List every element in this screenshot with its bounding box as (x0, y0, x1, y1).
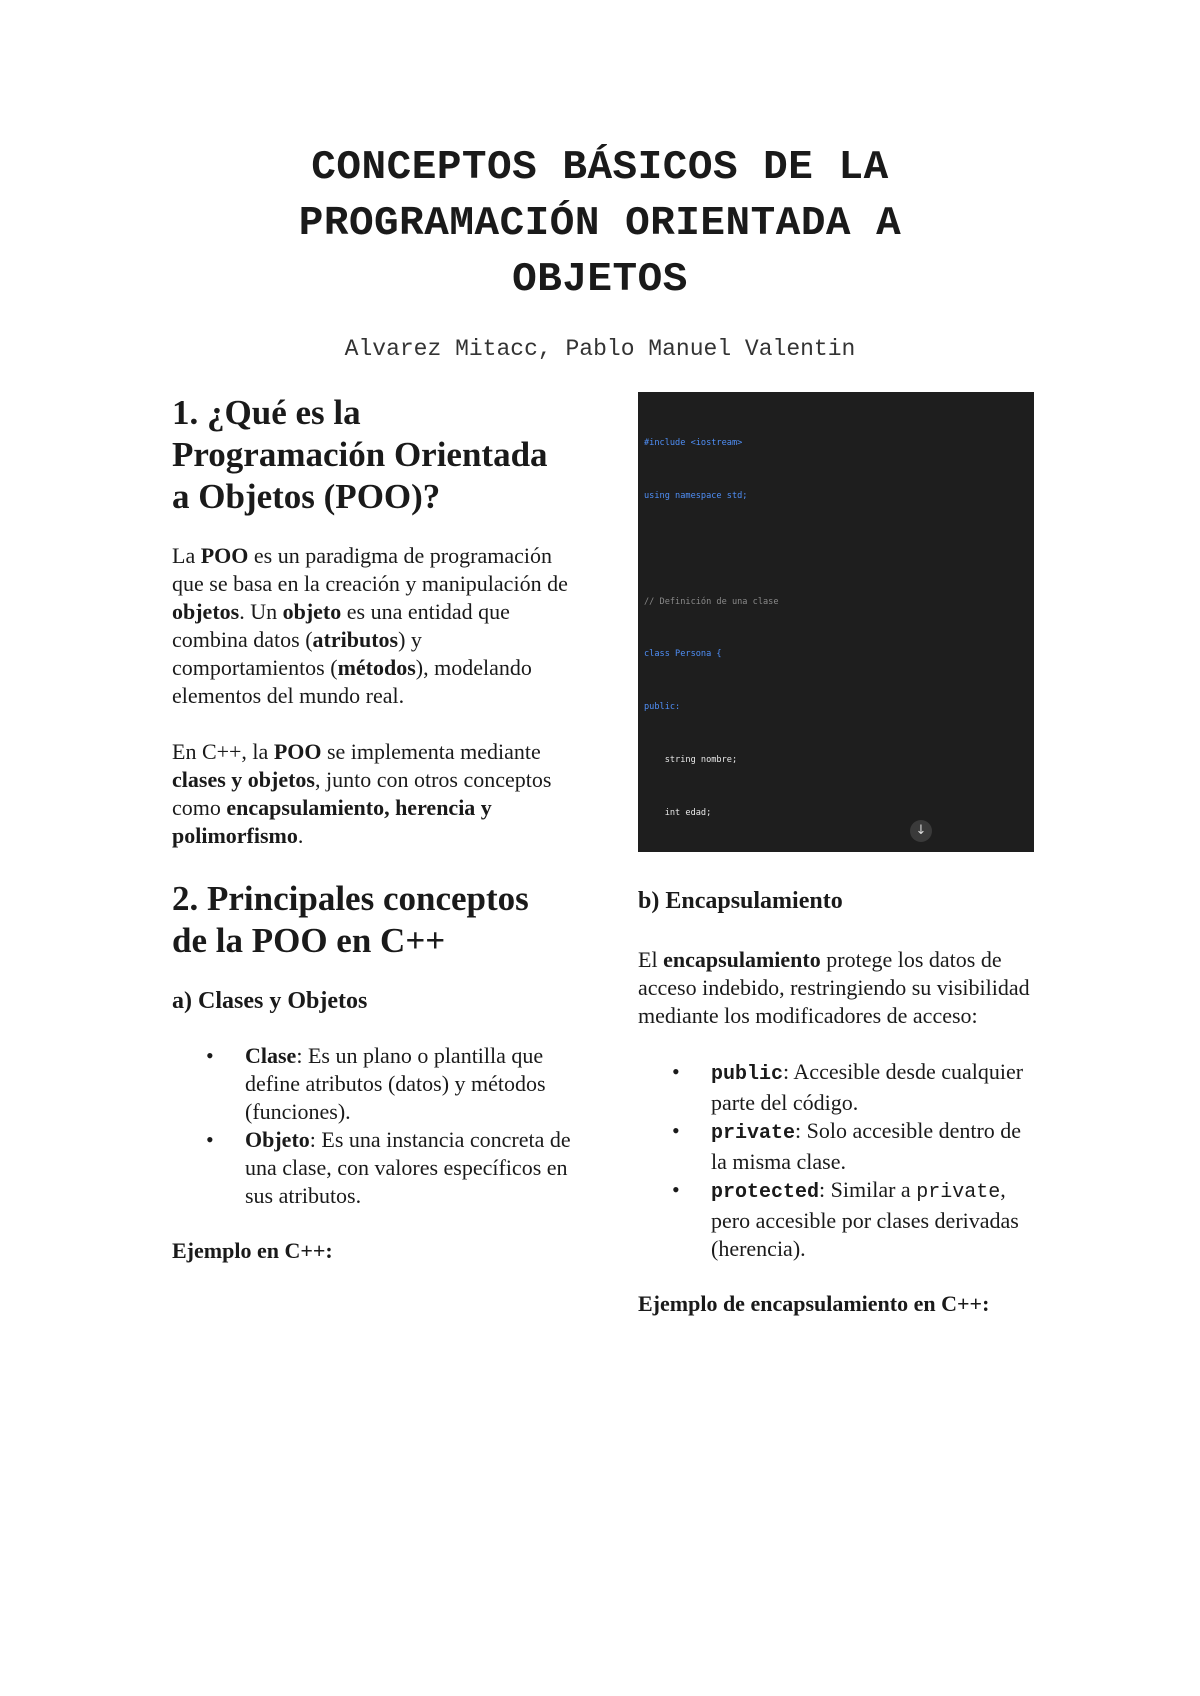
subsection-a-heading: a) Clases y Objetos (172, 988, 368, 1014)
list-item: • private: Solo accesible dentro de la misma clase. (672, 1117, 1038, 1176)
code-screenshot (638, 392, 1034, 852)
classes-objects-list (172, 1042, 572, 1210)
title-line-1: CONCEPTOS BÁSICOS DE LA (311, 145, 889, 191)
section-1-paragraph-2: En C++, la POO se implementa mediante clases y objetos, junto con otros conceptos como encapsulamiento, herencia y polimorfismo. (172, 739, 552, 848)
list-item: • Clase: Es un plano o plantilla que define atributos (datos) y métodos (funciones). (206, 1042, 572, 1126)
title-line-2: PROGRAMACIÓN ORIENTADA A (298, 201, 902, 247)
section-1-heading: 1. ¿Qué es la Programación Orientada a Objetos (POO)? (172, 393, 548, 516)
encapsulation-paragraph: El encapsulamiento protege los datos de acceso indebido, restringiendo su visibilidad mediante los modificadores de acceso: (638, 947, 1030, 1028)
list-item: • Objeto: Es una instancia concreta de una clase, con valores específicos en sus atributos. (206, 1126, 572, 1210)
subsection-b-heading: b) Encapsulamiento (638, 888, 843, 914)
code-line: int edad; (644, 807, 712, 818)
author-name: Alvarez Mitacc, Pablo Manuel Valentin (344, 336, 856, 362)
arrow-down-icon: ↓ (910, 820, 932, 842)
list-item: • public: Accesible desde cualquier parte del código. (672, 1058, 1038, 1117)
code-line: using namespace std; (644, 490, 748, 501)
code-line: class Persona { (644, 649, 722, 660)
code-line: string nombre; (644, 754, 738, 765)
encapsulation-example-label: Ejemplo de encapsulamiento en C++: (638, 1291, 990, 1316)
access-modifiers-list (638, 1058, 1038, 1263)
section-1-paragraph-1: La POO es un paradigma de programación que se basa en la creación y manipulación de objetos. Un objeto es una entidad que combina datos (atributos) y comportamientos (métodos), modelando elementos del mundo real. (172, 543, 568, 708)
right-column (638, 392, 1038, 1345)
document-title (150, 140, 1050, 308)
code-line: public: (644, 702, 681, 713)
code-line: // Definición de una clase (644, 596, 779, 607)
code-line: #include <iostream> (644, 438, 743, 449)
code-line (644, 541, 1028, 559)
left-column (172, 392, 572, 1292)
section-2-heading: 2. Principales conceptos de la POO en C++ (172, 879, 529, 960)
list-item: • protected: Similar a private, pero accesible por clases derivadas (herencia). (672, 1176, 1038, 1263)
title-line-3: OBJETOS (512, 257, 688, 303)
example-label: Ejemplo en C++: (172, 1238, 333, 1263)
